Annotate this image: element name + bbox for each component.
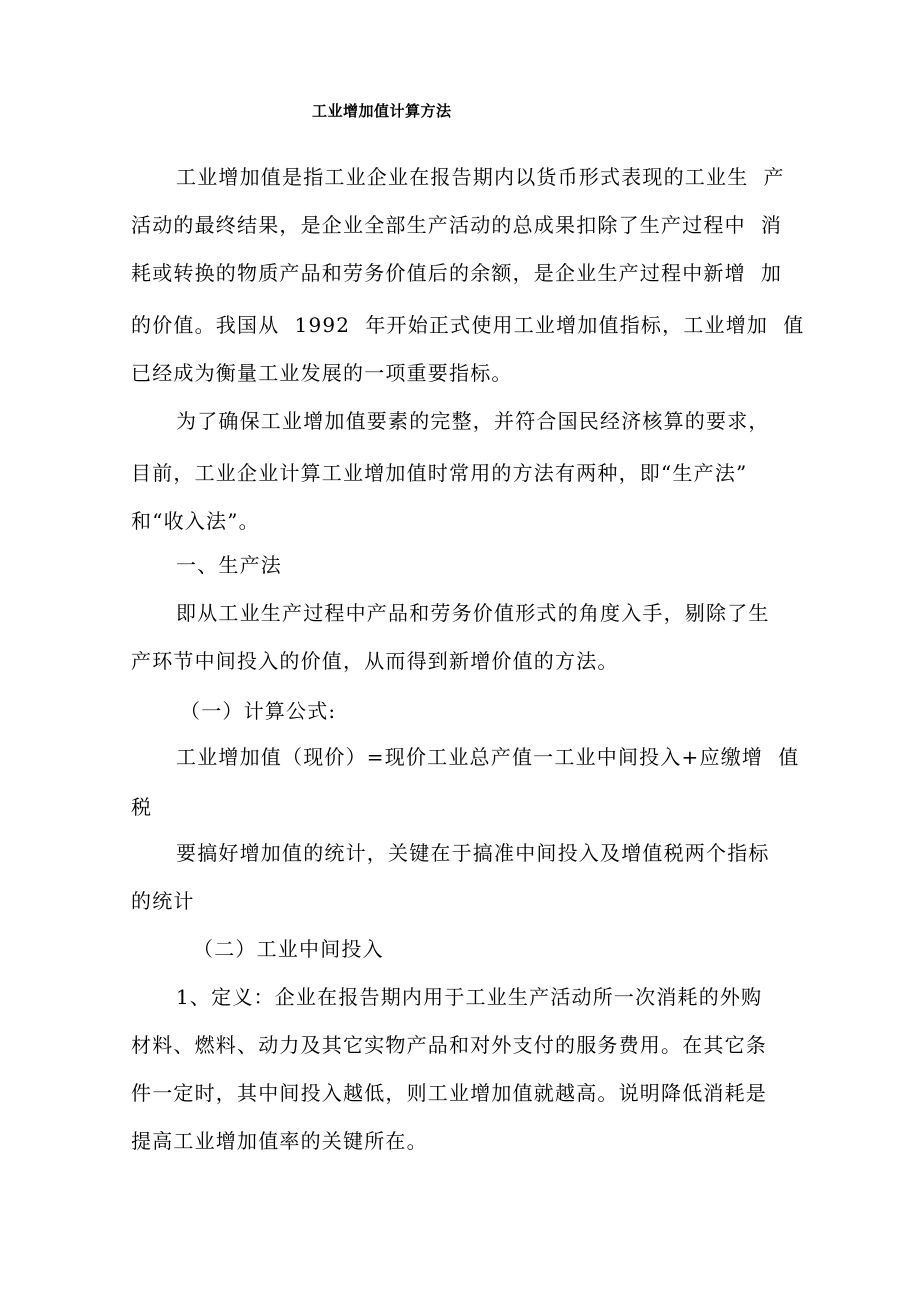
paragraph-line: 即从工业生产过程中产品和劳务价值形式的角度入手，剔除了生	[176, 601, 770, 625]
subsection-heading: （二）工业中间投入	[193, 937, 384, 961]
formula-line: 工业增加值（现价）=现价工业总产值一工业中间投入+应缴增 值	[176, 745, 800, 769]
section-heading: 一、生产法	[176, 553, 282, 577]
paragraph-line: 的价值。我国从 1992 年开始正式使用工业增加值指标，工业增加 值	[131, 313, 805, 337]
paragraph-line: 工业增加值是指工业企业在报告期内以货币形式表现的工业生 产	[176, 165, 785, 189]
paragraph-line: 和“收入法”。	[131, 509, 260, 533]
paragraph-line: 的统计	[131, 889, 195, 913]
paragraph-line: 件一定时，其中间投入越低，则工业增加值就越高。说明降低消耗是	[131, 1081, 767, 1105]
paragraph-line: 为了确保工业增加值要素的完整，并符合国民经济核算的要求，	[176, 409, 770, 433]
document-title: 工业增加值计算方法	[312, 102, 452, 120]
paragraph-line: 已经成为衡量工业发展的一项重要指标。	[131, 361, 513, 385]
subsection-heading: （一）计算公式:	[180, 699, 337, 723]
paragraph-line: 1、定义：企业在报告期内用于工业生产活动所一次消耗的外购	[176, 985, 763, 1009]
paragraph-line: 耗或转换的物质产品和劳务价值后的余额，是企业生产过程中新增 加	[131, 261, 783, 285]
paragraph-line: 活动的最终结果，是企业全部生产活动的总成果扣除了生产过程中 消	[131, 213, 783, 237]
paragraph-line: 目前，工业企业计算工业增加值时常用的方法有两种，即“生产法”	[131, 461, 748, 485]
paragraph-line: 材料、燃料、动力及其它实物产品和对外支付的服务费用。在其它条	[131, 1033, 767, 1057]
paragraph-line: 产环节中间投入的价值，从而得到新增价值的方法。	[131, 649, 619, 673]
formula-line: 税	[131, 795, 153, 819]
paragraph-line: 提高工业增加值率的关键所在。	[131, 1129, 428, 1153]
paragraph-line: 要搞好增加值的统计，关键在于搞准中间投入及增值税两个指标	[176, 841, 770, 865]
